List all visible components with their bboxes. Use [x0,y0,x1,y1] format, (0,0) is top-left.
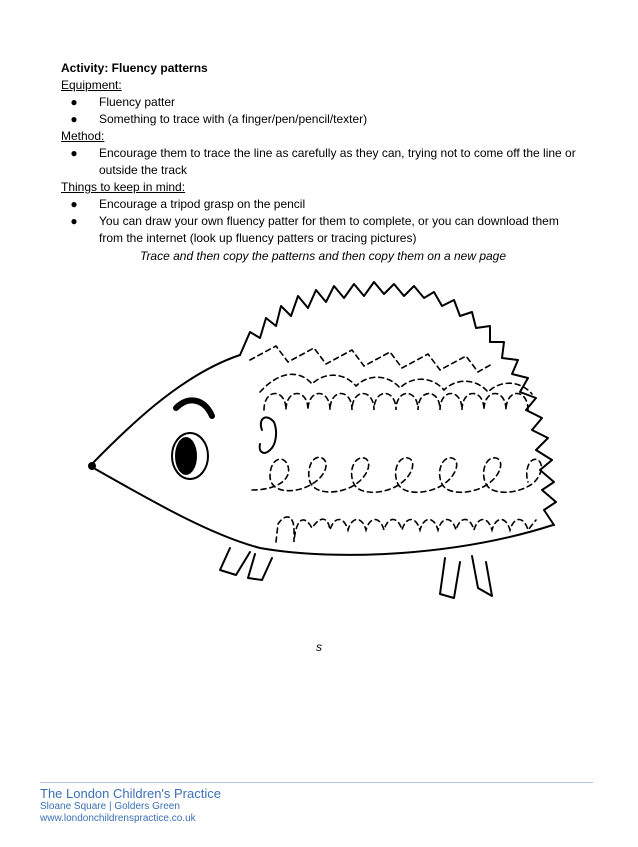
list-item: ● Something to trace with (a finger/pen/pencil/texter) [70,112,368,126]
keep-in-mind-heading: Things to keep in mind: [61,180,186,194]
footer-website-link[interactable]: www.londonchildrenspractice.co.uk [40,813,196,824]
hedgehog-tracing-icon [80,280,570,620]
bullet-icon: ● [70,214,78,228]
bullet-icon: ● [70,95,78,109]
activity-title: Activity: Fluency patterns [61,61,208,75]
activity-sheet [61,60,581,265]
footer [40,786,221,825]
caption: Trace and then copy the patterns and then copy them on a new page [140,249,507,263]
method-list [61,145,581,179]
bullet-icon: ● [70,197,78,211]
list-item: ● You can draw your own fluency patter for them to complete, or you can download them from the internet (look up fluency patters or tracing pictures) [70,214,559,245]
footer-divider [40,782,593,783]
bullet-icon: ● [70,112,78,126]
footer-organisation: The London Children's Practice [40,786,221,801]
footer-locations: Sloane Square | Golders Green [40,801,180,812]
equipment-list [61,94,581,128]
equipment-heading: Equipment: [61,78,122,92]
method-heading: Method: [61,129,105,143]
list-item: ● Fluency patter [70,95,176,109]
list-item: ● Encourage them to trace the line as carefully as they can, trying not to come off the line or outside the track [70,146,576,177]
bullet-icon: ● [70,146,78,160]
list-item: ● Encourage a tripod grasp on the pencil [70,197,306,211]
page-mark: s [316,640,322,654]
keep-in-mind-list [61,196,581,247]
